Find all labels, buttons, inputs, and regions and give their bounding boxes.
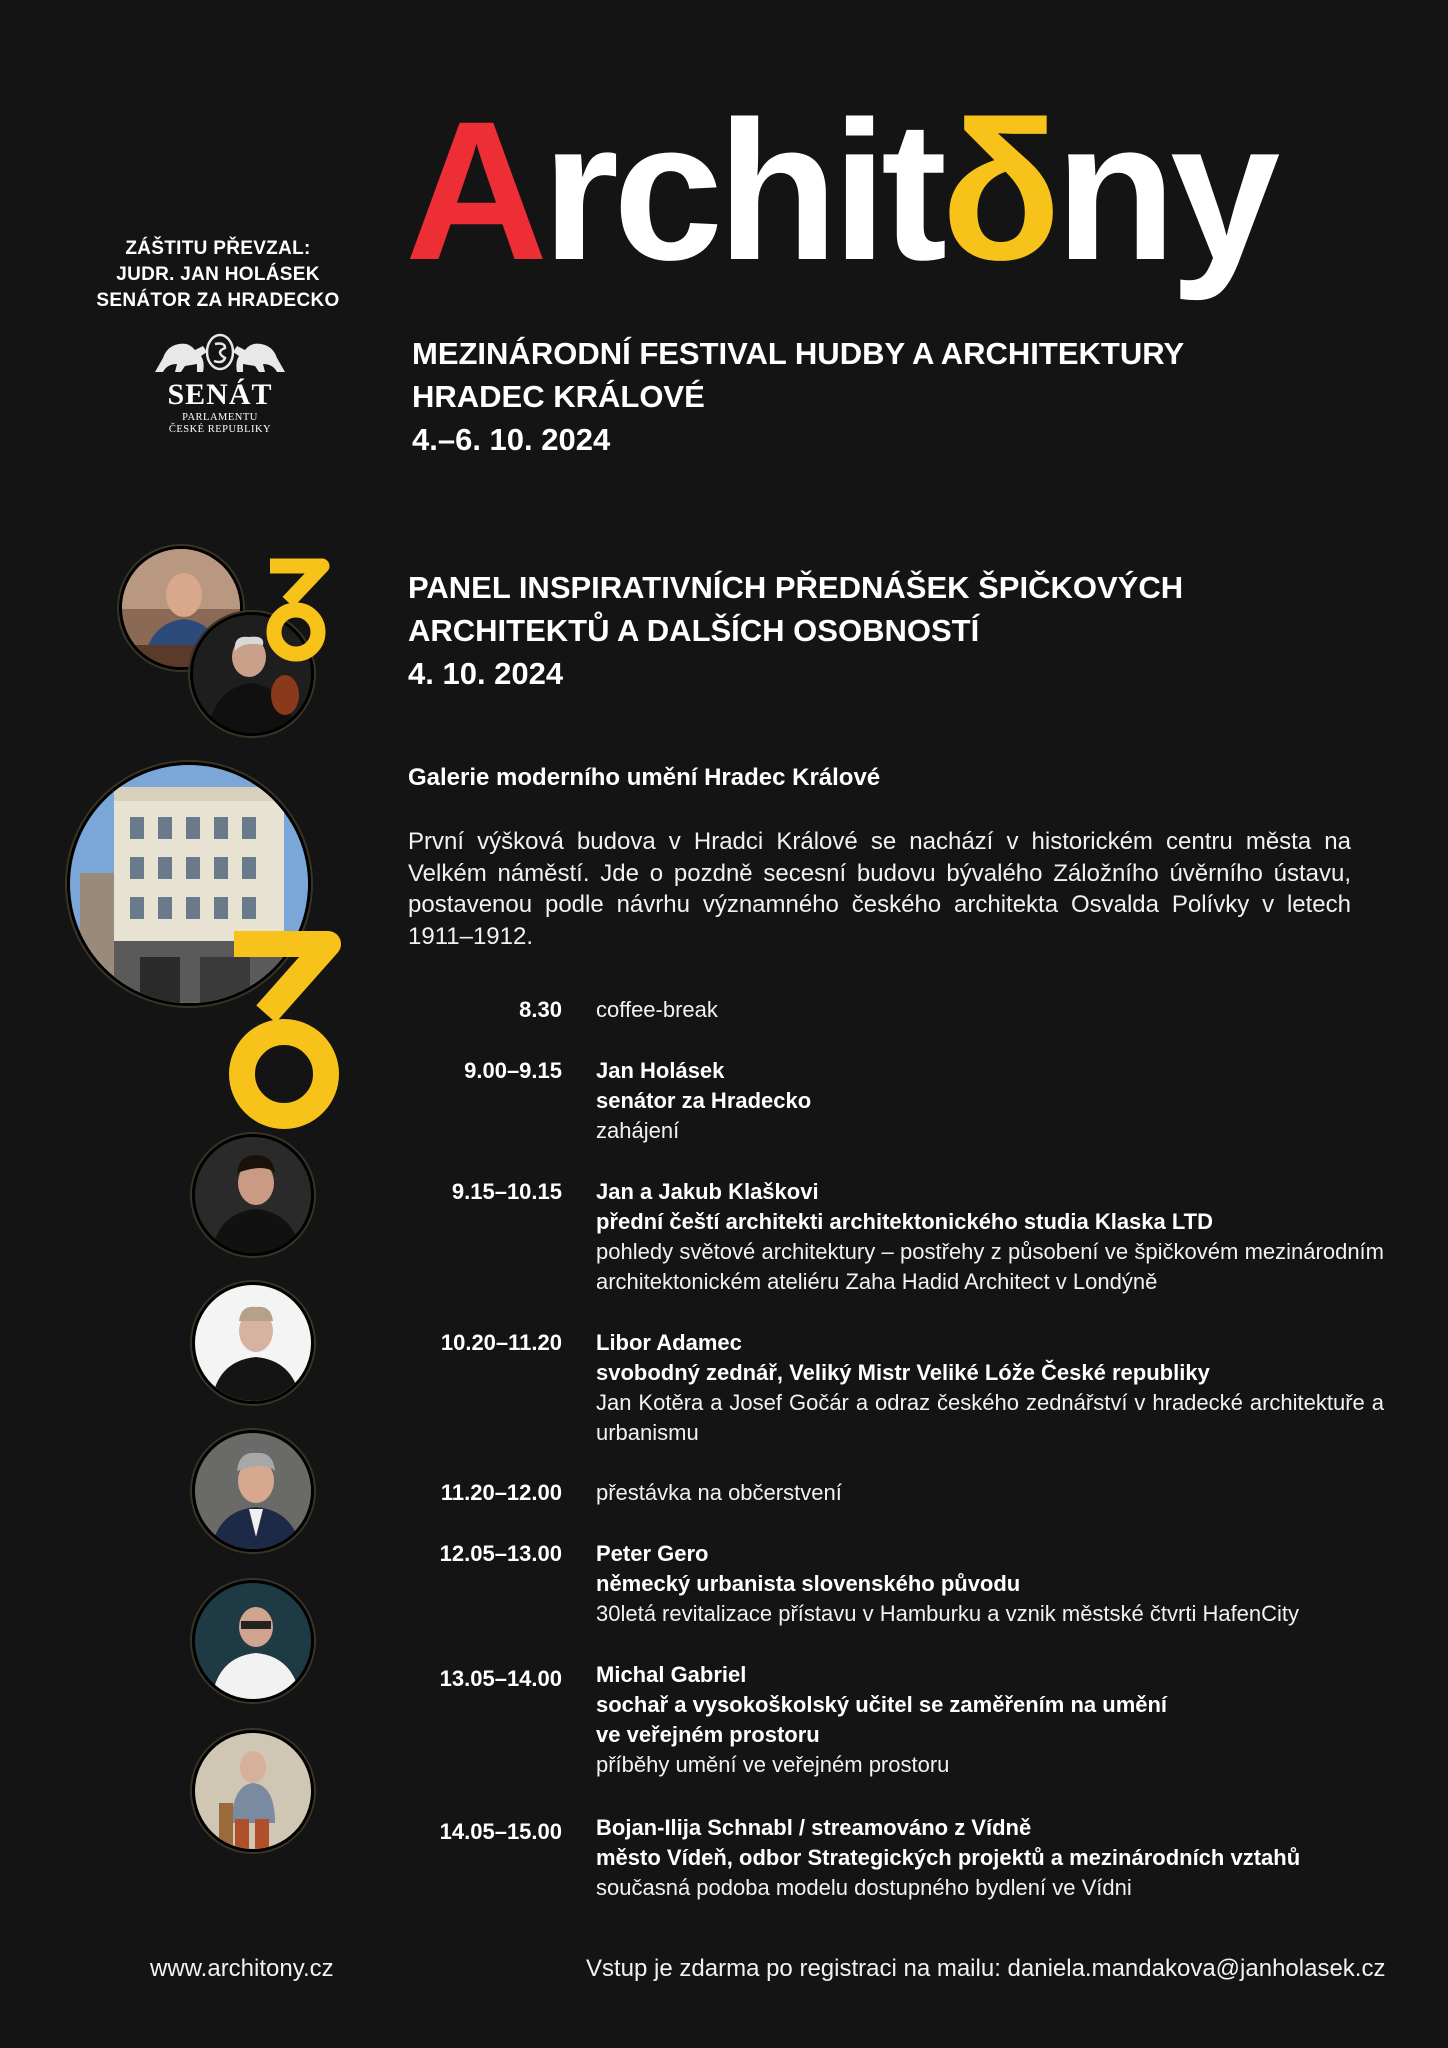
speaker-role: svobodný zednář, Veliký Mistr Veliké Lóže České republiky [596,1360,1210,1385]
talk-topic: Jan Kotěra a Josef Gočár a odraz českého zednářství v hradecké architektuře a urbanismu [596,1390,1384,1445]
talk-topic: současná podoba modelu dostupného bydlení ve Vídni [596,1875,1132,1900]
time-7: 14.05–15.00 [439,1819,562,1844]
time-2: 9.15–10.15 [451,1179,562,1204]
schedule-item-7 [596,1813,1384,1903]
logo-letter-a: A [405,80,542,301]
schedule-item-3 [596,1328,1384,1448]
schedule-item-2 [596,1177,1384,1297]
speaker-name: Peter Gero [596,1541,709,1566]
photo-klaskovi [192,1134,314,1256]
patron-line-1: ZÁŠTITU PŘEVZAL: [125,238,311,259]
panel-title-line-1: PANEL INSPIRATIVNÍCH PŘEDNÁŠEK ŠPIČKOVÝCH [408,570,1184,605]
festival-title-line-1: MEZINÁRODNÍ FESTIVAL HUDBY A ARCHITEKTURY [412,336,1185,371]
panel-title-line-2: ARCHITEKTŮ A DALŠÍCH OSOBNOSTÍ [408,613,980,648]
schedule-item-5 [596,1539,1384,1629]
festival-title-line-2: HRADEC KRÁLOVÉ [412,379,705,414]
time-6: 13.05–14.00 [439,1666,562,1691]
schedule-note: coffee-break [596,997,718,1022]
panel-date: 4. 10. 2024 [408,656,564,691]
speaker-name: Michal Gabriel [596,1662,747,1687]
speaker-role: senátor za Hradecko [596,1088,812,1113]
festival-header [412,332,1184,461]
photo-libor-adamec [192,1282,314,1404]
speaker-name: Bojan-Ilija Schnabl / streamováno z Vídně [596,1815,1032,1840]
schedule-item-4 [596,1478,1384,1508]
registration-info: Vstup je zdarma po registraci na mailu: daniela.mandakova@janholasek.cz [586,1955,1386,1982]
speaker-name: Jan Holásek [596,1058,725,1083]
website-link[interactable]: www.architony.cz [150,1955,334,1982]
speaker-role: město Vídeň, odbor Strategických projektů a mezinárodních vztahů [596,1845,1301,1870]
talk-topic: 30letá revitalizace přístavu v Hamburku a vznik městské čtvrti HafenCity [596,1601,1300,1626]
time-0: 8.30 [519,997,562,1022]
festival-dates: 4.–6. 10. 2024 [412,422,611,457]
venue-description: První výšková budova v Hradci Králové se nachází v historickém centru města na Velkém náměstí. Jde o pozdně secesní budovu bývalého Záložního úvěrního ústavu, postavenou podle návrhu významného českého architekta Osvalda Polívky v letech 1911–1912. [408,828,1351,950]
talk-topic: pohledy světové architektury – postřehy z působení ve špičkovém mezinárodním architektonickém ateliéru Zaha Hadid Architect v Londýně [596,1239,1384,1294]
patron-line-2: JUDR. JAN HOLÁSEK [116,264,320,285]
architony-logo [405,80,1275,301]
time-4: 11.20–12.00 [440,1480,562,1505]
speaker-name: Libor Adamec [596,1330,742,1355]
speaker-name: Jan a Jakub Klaškovi [596,1179,819,1204]
schedule-item-1 [596,1056,1384,1146]
time-1: 9.00–9.15 [464,1058,562,1083]
schedule-note: přestávka na občerstvení [596,1480,842,1505]
senat-sub-1: PARLAMENTU [182,412,258,423]
schedule-item-0 [596,995,1384,1025]
venue-title: Galerie moderního umění Hradec Králové [408,764,881,791]
speaker-role: německý urbanista slovenského původu [596,1571,1021,1596]
speaker-role-line-2: ve veřejném prostoru [596,1722,820,1747]
photo-peter-gero [192,1430,314,1552]
photo-michal-gabriel [192,1580,314,1702]
logo-letters-ny: ny [1055,80,1275,301]
schedule-item-6 [596,1660,1384,1780]
photo-bojan-schnabl [192,1730,314,1852]
large-delta-icon [220,930,350,1150]
speaker-role: přední čeští architekti architektonického studia Klaska LTD [596,1209,1213,1234]
senat-sub-2: ČESKÉ REPUBLIKY [168,424,272,435]
logo-letters-rchit: rchit [542,80,942,301]
senat-logo [140,332,300,436]
time-5: 12.05–13.00 [439,1541,562,1566]
senat-lions-emblem-icon [145,332,295,376]
speaker-role-line-1: sochař a vysokoškolský učitel se zaměřením na umění [596,1692,1168,1717]
logo-delta: δ [941,80,1056,301]
talk-topic: zahájení [596,1118,680,1143]
senat-name: SENÁT [167,378,273,411]
time-3: 10.20–11.20 [440,1330,562,1355]
talk-topic: příběhy umění ve veřejném prostoru [596,1752,950,1777]
small-delta-icon [262,558,334,670]
patron-line-3: SENÁTOR ZA HRADECKO [96,290,340,311]
patron-block [60,236,376,314]
panel-header [408,566,1183,695]
